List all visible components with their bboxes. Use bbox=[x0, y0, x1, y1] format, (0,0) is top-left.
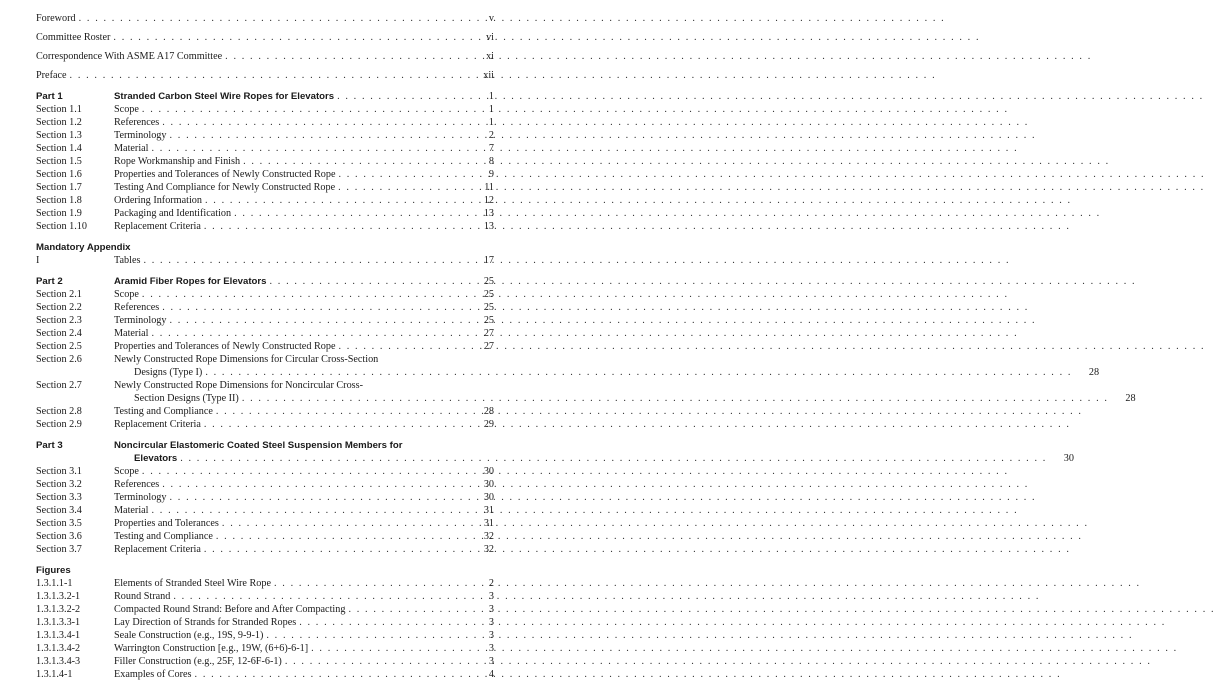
toc-entry-title: Foreword bbox=[36, 13, 76, 24]
part-title: Noncircular Elastomeric Coated Steel Suspension Members for bbox=[114, 440, 403, 451]
toc-entry-title: Elements of Stranded Steel Wire Rope bbox=[114, 578, 271, 589]
leader-dots bbox=[285, 655, 1152, 668]
toc-entry[interactable] bbox=[36, 301, 494, 314]
toc-entry[interactable] bbox=[36, 616, 494, 629]
toc-entry-title: Material bbox=[114, 143, 149, 154]
part-title: Aramid Fiber Ropes for Elevators bbox=[114, 276, 267, 287]
toc-entry-title: Testing and Compliance bbox=[114, 406, 213, 417]
toc-entry[interactable] bbox=[36, 129, 494, 142]
leader-dots bbox=[338, 168, 1205, 181]
toc-entry[interactable] bbox=[36, 517, 494, 530]
toc-page-number: v bbox=[488, 13, 494, 24]
toc-page-number: xi bbox=[486, 51, 494, 62]
toc-entry-title: Terminology bbox=[114, 130, 167, 141]
section-number: 1.3.1.3.2-2 bbox=[36, 604, 81, 615]
toc-part-2[interactable] bbox=[36, 275, 494, 288]
leader-dots bbox=[142, 465, 1009, 478]
toc-entry[interactable] bbox=[36, 543, 494, 556]
leader-dots bbox=[204, 220, 1071, 233]
toc-page-number: 1 bbox=[488, 91, 494, 102]
leader-dots bbox=[173, 590, 1040, 603]
table-of-contents bbox=[36, 12, 1136, 681]
toc-entry-title: References bbox=[114, 117, 160, 128]
leader-dots bbox=[152, 327, 1019, 340]
toc-page-number: 27 bbox=[483, 341, 494, 352]
toc-entry-title: Material bbox=[114, 328, 149, 339]
leader-dots bbox=[142, 288, 1009, 301]
toc-entry-title: Newly Constructed Rope Dimensions for Circular Cross-Section bbox=[114, 354, 379, 365]
toc-entry[interactable] bbox=[36, 353, 1100, 379]
toc-entry-title: Replacement Criteria bbox=[114, 419, 201, 430]
toc-entry-title: Properties and Tolerances bbox=[114, 518, 219, 529]
section-number: Section 3.6 bbox=[36, 531, 82, 542]
section-number: Section 3.5 bbox=[36, 518, 82, 529]
toc-page-number: 17 bbox=[483, 255, 494, 266]
leader-dots bbox=[152, 142, 1019, 155]
toc-entry[interactable] bbox=[36, 504, 494, 517]
toc-page-number: 3 bbox=[488, 591, 494, 602]
toc-entry-title: Seale Construction (e.g., 19S, 9-9-1) bbox=[114, 630, 264, 641]
leader-dots bbox=[225, 50, 1092, 63]
leader-dots bbox=[337, 90, 1204, 103]
toc-entry[interactable] bbox=[36, 465, 494, 478]
toc-entry-committee-roster[interactable] bbox=[36, 31, 494, 44]
toc-entry[interactable] bbox=[36, 142, 494, 155]
leader-dots bbox=[204, 543, 1071, 556]
section-number: 1.3.1.3.4-1 bbox=[36, 630, 81, 641]
toc-page-number: 28 bbox=[1125, 393, 1136, 404]
toc-entry[interactable] bbox=[36, 642, 494, 655]
part-label: Part 1 bbox=[36, 91, 63, 102]
toc-entry-title-continued: Section Designs (Type II) bbox=[134, 393, 239, 404]
section-number: Section 2.8 bbox=[36, 406, 82, 417]
section-number: 1.3.1.1-1 bbox=[36, 578, 73, 589]
part-3-sections bbox=[36, 465, 494, 556]
leader-dots bbox=[216, 530, 1083, 543]
leader-dots bbox=[234, 207, 1101, 220]
toc-entry[interactable] bbox=[36, 379, 1136, 405]
leader-dots bbox=[299, 616, 1166, 629]
part-label: Part 2 bbox=[36, 276, 63, 287]
toc-entry-title: References bbox=[114, 479, 160, 490]
toc-entry[interactable] bbox=[36, 340, 494, 353]
toc-entry-title: Tables bbox=[114, 255, 141, 266]
toc-entry[interactable] bbox=[36, 418, 494, 431]
toc-entry-title: Ordering Information bbox=[114, 195, 202, 206]
toc-page-number: 30 bbox=[483, 492, 494, 503]
section-number: Section 1.1 bbox=[36, 104, 82, 115]
leader-dots bbox=[269, 275, 1136, 288]
leader-dots bbox=[204, 418, 1071, 431]
toc-page-number: 25 bbox=[483, 302, 494, 313]
toc-entry[interactable] bbox=[36, 103, 494, 116]
toc-entry[interactable] bbox=[36, 668, 494, 681]
toc-entry[interactable] bbox=[36, 478, 494, 491]
toc-page-number: xii bbox=[483, 70, 494, 81]
toc-page-number: 3 bbox=[488, 604, 494, 615]
toc-page-number: 1 bbox=[488, 104, 494, 115]
toc-entry[interactable] bbox=[36, 288, 494, 301]
toc-part-1[interactable] bbox=[36, 90, 494, 103]
leader-dots bbox=[266, 629, 1133, 642]
figure-list bbox=[36, 577, 494, 681]
toc-entry-title: Round Strand bbox=[114, 591, 171, 602]
toc-entry-title: Lay Direction of Strands for Stranded Ropes bbox=[114, 617, 297, 628]
toc-page-number: 8 bbox=[488, 156, 494, 167]
section-number: Section 2.7 bbox=[36, 380, 82, 391]
toc-page-number: 28 bbox=[1088, 367, 1100, 378]
section-number: Section 2.6 bbox=[36, 354, 82, 365]
leader-dots bbox=[162, 478, 1029, 491]
toc-entry-title: Properties and Tolerances of Newly Constructed Rope bbox=[114, 169, 336, 180]
part-label: Part 3 bbox=[36, 440, 63, 451]
part-2-sections bbox=[36, 288, 1136, 431]
toc-entry-title: Warrington Construction [e.g., 19W, (6+6)-6-1] bbox=[114, 643, 309, 654]
toc-page-number: 25 bbox=[483, 276, 494, 287]
leader-dots bbox=[222, 517, 1089, 530]
toc-entry[interactable] bbox=[36, 327, 494, 340]
leader-dots bbox=[162, 301, 1029, 314]
toc-entry-title: Testing And Compliance for Newly Constructed Rope bbox=[114, 182, 336, 193]
toc-entry-title: Scope bbox=[114, 289, 139, 300]
part-1-sections bbox=[36, 103, 494, 233]
toc-entry-correspondence[interactable] bbox=[36, 50, 494, 63]
toc-entry[interactable] bbox=[36, 155, 494, 168]
leader-dots bbox=[205, 194, 1072, 207]
leader-dots bbox=[113, 31, 980, 44]
leader-dots bbox=[311, 642, 1178, 655]
section-number: Section 2.2 bbox=[36, 302, 82, 313]
toc-page-number: 32 bbox=[483, 531, 494, 542]
toc-page-number: 27 bbox=[483, 328, 494, 339]
section-number: Section 3.1 bbox=[36, 466, 82, 477]
toc-entry[interactable] bbox=[36, 530, 494, 543]
toc-entry[interactable] bbox=[36, 405, 494, 418]
section-number: Section 1.10 bbox=[36, 221, 87, 232]
toc-page-number: 2 bbox=[488, 578, 494, 589]
toc-entry-title: Examples of Cores bbox=[114, 669, 192, 680]
toc-entry[interactable] bbox=[36, 603, 494, 616]
toc-page-number: 25 bbox=[483, 315, 494, 326]
leader-dots bbox=[242, 392, 1109, 405]
section-number: 1.3.1.3.4-2 bbox=[36, 643, 81, 654]
toc-entry-title: Filler Construction (e.g., 25F, 12-6F-6-1) bbox=[114, 656, 282, 667]
toc-entry[interactable] bbox=[36, 491, 494, 504]
toc-entry-title-continued: Designs (Type I) bbox=[134, 367, 203, 378]
leader-dots bbox=[338, 340, 1205, 353]
toc-page-number: vi bbox=[486, 32, 494, 43]
toc-entry[interactable] bbox=[36, 655, 494, 668]
toc-entry-title: Terminology bbox=[114, 492, 167, 503]
toc-entry-title: Material bbox=[114, 505, 149, 516]
appendix-heading: Mandatory Appendix bbox=[36, 242, 131, 253]
section-number: Section 2.1 bbox=[36, 289, 82, 300]
part-title: Stranded Carbon Steel Wire Ropes for Elevators bbox=[114, 91, 335, 102]
toc-page-number: 7 bbox=[488, 143, 494, 154]
toc-page-number: 30 bbox=[483, 466, 494, 477]
leader-dots bbox=[143, 254, 1010, 267]
toc-page-number: 11 bbox=[484, 182, 494, 193]
toc-page-number: 25 bbox=[483, 289, 494, 300]
toc-entry[interactable] bbox=[36, 590, 494, 603]
toc-entry-appendix-i[interactable] bbox=[36, 254, 494, 267]
section-number: Section 1.4 bbox=[36, 143, 82, 154]
toc-page-number: 13 bbox=[483, 221, 494, 232]
leader-dots bbox=[243, 155, 1110, 168]
toc-page-number: 30 bbox=[1063, 453, 1074, 464]
toc-entry-title: Packaging and Identification bbox=[114, 208, 232, 219]
toc-entry-title: Rope Workmanship and Finish bbox=[114, 156, 241, 167]
leader-dots bbox=[216, 405, 1083, 418]
toc-entry-title: Testing and Compliance bbox=[114, 531, 213, 542]
leader-dots bbox=[205, 366, 1072, 379]
toc-part-3[interactable] bbox=[36, 439, 1074, 465]
part-title-continued: Elevators bbox=[134, 453, 178, 464]
toc-entry-title: Preface bbox=[36, 70, 67, 81]
toc-entry[interactable] bbox=[36, 194, 494, 207]
leader-dots bbox=[162, 116, 1029, 129]
leader-dots bbox=[79, 12, 946, 25]
leader-dots bbox=[180, 452, 1047, 465]
leader-dots bbox=[169, 129, 1036, 142]
toc-entry[interactable] bbox=[36, 220, 494, 233]
toc-entry-title: References bbox=[114, 302, 160, 313]
section-number: 1.3.1.4-1 bbox=[36, 669, 73, 680]
toc-entry[interactable] bbox=[36, 168, 494, 181]
toc-page-number: 1 bbox=[488, 117, 494, 128]
section-number: 1.3.1.3.2-1 bbox=[36, 591, 81, 602]
toc-page-number: 3 bbox=[488, 630, 494, 641]
figures-heading: Figures bbox=[36, 565, 71, 576]
toc-entry[interactable] bbox=[36, 207, 494, 220]
leader-dots bbox=[338, 181, 1205, 194]
section-number: Section 3.3 bbox=[36, 492, 82, 503]
toc-page-number: 12 bbox=[483, 195, 494, 206]
section-number: Section 1.6 bbox=[36, 169, 82, 180]
toc-entry[interactable] bbox=[36, 577, 494, 590]
toc-page-number: 4 bbox=[488, 669, 494, 680]
toc-entry-title: Terminology bbox=[114, 315, 167, 326]
toc-entry[interactable] bbox=[36, 116, 494, 129]
toc-entry-title: Replacement Criteria bbox=[114, 544, 201, 555]
section-number: Section 2.3 bbox=[36, 315, 82, 326]
section-number: Section 1.3 bbox=[36, 130, 82, 141]
toc-entry-title: Committee Roster bbox=[36, 32, 111, 43]
toc-page-number: 9 bbox=[488, 169, 494, 180]
toc-entry-foreword[interactable] bbox=[36, 12, 494, 25]
section-number: Section 1.9 bbox=[36, 208, 82, 219]
leader-dots bbox=[70, 69, 937, 82]
toc-page-number: 3 bbox=[488, 656, 494, 667]
toc-entry-title: Correspondence With ASME A17 Committee bbox=[36, 51, 223, 62]
section-number: Section 1.2 bbox=[36, 117, 82, 128]
leader-dots bbox=[169, 491, 1036, 504]
toc-entry-title: Scope bbox=[114, 466, 139, 477]
leader-dots bbox=[142, 103, 1009, 116]
toc-page-number: 13 bbox=[483, 208, 494, 219]
toc-entry[interactable] bbox=[36, 181, 494, 194]
toc-page-number: 30 bbox=[483, 479, 494, 490]
toc-entry-title: Replacement Criteria bbox=[114, 221, 201, 232]
section-number: Section 3.7 bbox=[36, 544, 82, 555]
toc-entry-title: Properties and Tolerances of Newly Constructed Rope bbox=[114, 341, 336, 352]
toc-page-number: 32 bbox=[483, 544, 494, 555]
section-number: 1.3.1.3.4-3 bbox=[36, 656, 81, 667]
section-number: Section 1.8 bbox=[36, 195, 82, 206]
toc-entry-title: Scope bbox=[114, 104, 139, 115]
toc-page-number: 29 bbox=[483, 419, 494, 430]
toc-page-number: 3 bbox=[488, 617, 494, 628]
section-number: Section 1.5 bbox=[36, 156, 82, 167]
section-number: Section 2.9 bbox=[36, 419, 82, 430]
section-number: Section 3.2 bbox=[36, 479, 82, 490]
toc-entry[interactable] bbox=[36, 629, 494, 642]
toc-entry-title: Compacted Round Strand: Before and After Compacting bbox=[114, 604, 346, 615]
section-number: Section 1.7 bbox=[36, 182, 82, 193]
toc-entry-preface[interactable] bbox=[36, 69, 494, 82]
toc-page-number: 3 bbox=[488, 643, 494, 654]
toc-page-number: 31 bbox=[483, 518, 494, 529]
toc-page-number: 31 bbox=[483, 505, 494, 516]
section-number: I bbox=[36, 255, 40, 266]
leader-dots bbox=[274, 577, 1141, 590]
section-number: 1.3.1.3.3-1 bbox=[36, 617, 81, 628]
leader-dots bbox=[195, 668, 1062, 681]
section-number: Section 2.4 bbox=[36, 328, 82, 339]
toc-entry-title: Newly Constructed Rope Dimensions for Noncircular Cross- bbox=[114, 380, 363, 391]
toc-entry[interactable] bbox=[36, 314, 494, 327]
section-number: Section 3.4 bbox=[36, 505, 82, 516]
leader-dots bbox=[152, 504, 1019, 517]
toc-page-number: 28 bbox=[483, 406, 494, 417]
leader-dots bbox=[169, 314, 1036, 327]
toc-page-number: 2 bbox=[488, 130, 494, 141]
section-number: Section 2.5 bbox=[36, 341, 82, 352]
